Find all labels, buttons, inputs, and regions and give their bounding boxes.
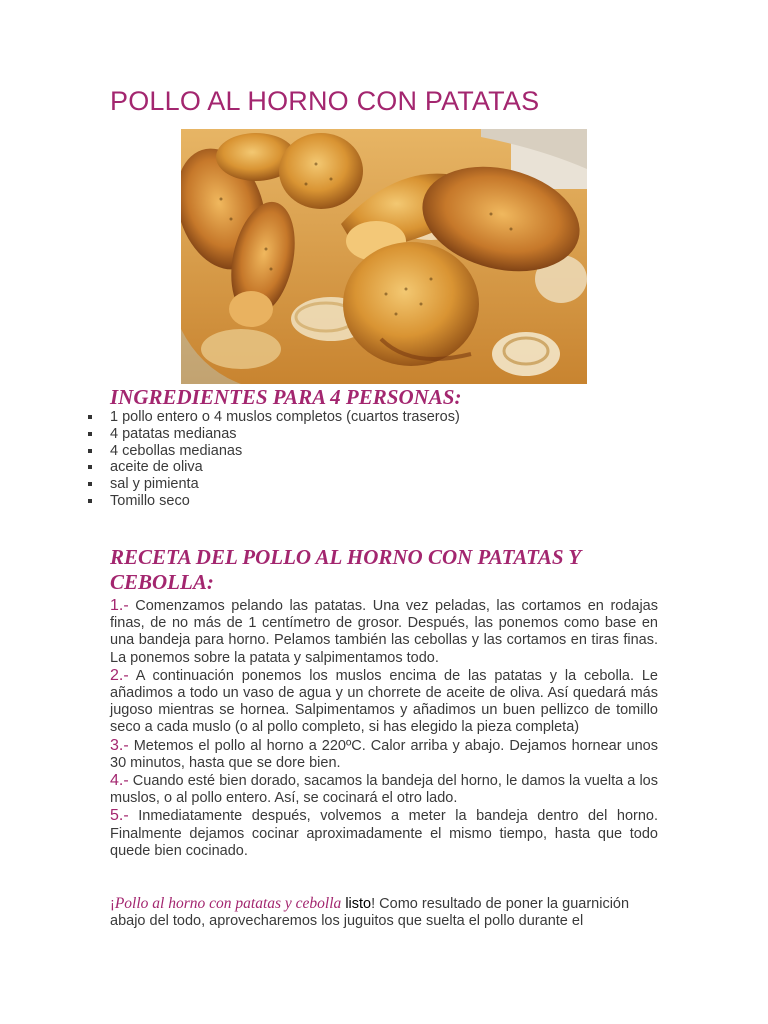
bullet-square-icon <box>88 415 92 419</box>
list-item: 4 cebollas medianas <box>88 443 460 460</box>
step-number: 5.- <box>110 807 129 825</box>
list-item: 4 patatas medianas <box>88 426 460 443</box>
ready-link[interactable]: listo <box>341 896 372 912</box>
step-number: 4.- <box>110 772 129 790</box>
roast-chicken-photo <box>181 129 587 384</box>
bullet-square-icon <box>88 432 92 436</box>
bullet-square-icon <box>88 465 92 469</box>
recipe-steps <box>110 597 658 860</box>
step-text: Comenzamos pelando las patatas. Una vez peladas, las cortamos en rodajas finas, de no más de 1 centímetro de grosor. Después, las ponemos como base en una bandeja para horno. Pelamos también las cebollas y las cortamos en tiras finas. La ponemos sobre la patata y salpimentamos todo. <box>110 598 658 666</box>
step-number: 1.- <box>110 597 129 614</box>
recipe-step-1 <box>110 597 658 667</box>
bullet-square-icon <box>88 449 92 453</box>
recipe-step-5 <box>110 807 658 860</box>
list-item: aceite de oliva <box>88 459 460 476</box>
step-number: 2.- <box>110 666 129 684</box>
bullet-square-icon <box>88 499 92 503</box>
step-text: Inmediatamente después, volvemos a meter la bandeja dentro del horno. Finalmente dejamos cocinar aproximadamente el mismo tiempo, hasta que todo quede bien cocinado. <box>110 808 658 859</box>
photo-illustration <box>181 129 587 384</box>
step-text: Metemos el pollo al horno a 220ºC. Calor arriba y abajo. Dejamos hornear unos 30 minutos, hasta que se dore bien. <box>110 737 659 771</box>
step-text: Cuando esté bien dorado, sacamos la bandeja del horno, le damos la vuelta a los muslos, o al pollo entero. Así, se cocinará el otro lado. <box>110 773 658 807</box>
ingredients-list <box>88 409 460 510</box>
ingredients-heading: INGREDIENTES PARA 4 PERSONAS: <box>110 385 462 409</box>
page-title: POLLO AL HORNO CON PATATAS <box>110 86 540 116</box>
recipe-heading: RECETA DEL POLLO AL HORNO CON PATATAS Y CEBOLLA: <box>110 545 581 594</box>
closing-paragraph: ¡Pollo al horno con patatas y cebolla listo! Como resultado de poner la guarnición abajo del todo, aprovecharemos los juguitos que suelta el pollo durante el <box>110 895 630 930</box>
step-number: 3.- <box>110 736 129 754</box>
recipe-step-2 <box>110 667 658 737</box>
step-text: A continuación ponemos los muslos encima de las patatas y la cebolla. Le añadimos a todo un vaso de agua y un chorrete de aceite de oliva. Así quedará más jugoso mientras se hornea. Salpimentamos y añadimos un buen pellizco de tomillo seco a cada muslo (o al pollo completo, si has elegido la pieza completa) <box>110 667 658 736</box>
list-item: sal y pimienta <box>88 476 460 493</box>
recipe-step-4 <box>110 772 658 807</box>
bullet-square-icon <box>88 482 92 486</box>
recipe-step-3 <box>110 737 658 772</box>
list-item: 1 pollo entero o 4 muslos completos (cuartos traseros) <box>88 409 460 426</box>
dish-name: Pollo al horno con patatas y cebolla <box>114 895 342 912</box>
list-item: Tomillo seco <box>88 493 460 510</box>
